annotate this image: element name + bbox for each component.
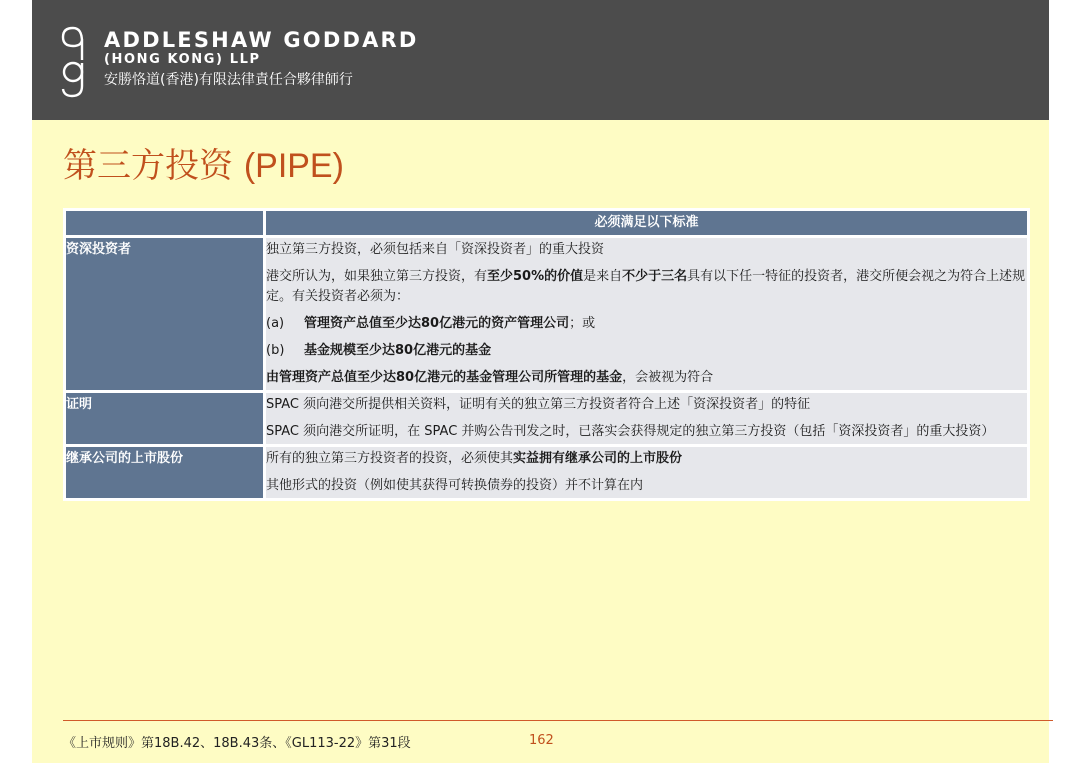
firm-subtitle: (HONG KONG) LLP	[104, 52, 261, 67]
list-text	[304, 341, 491, 361]
ag-logo-icon	[58, 22, 92, 98]
criteria-table	[63, 208, 1030, 501]
footer-divider	[63, 720, 1053, 721]
row-paragraph	[266, 267, 1027, 307]
text-run: 具有以下任一特征的投资者，港交所便会视之为符合上述规定。有关投资者必须为：	[266, 269, 1026, 304]
table-header-blank	[66, 211, 263, 235]
list-marker: (a)	[266, 316, 285, 331]
list-item	[266, 341, 1027, 361]
footer-reference: 《上市规则》第18B.42、18B.43条、《GL113-22》第31段	[63, 736, 411, 751]
table-row	[66, 238, 1027, 390]
bold-text: 管理资产总值至少达80亿港元的资产管理公司	[304, 316, 570, 331]
row-paragraph: SPAC 须向港交所提供相关资料，证明有关的独立第三方投资者符合上述「资深投资者」的特征	[266, 397, 811, 412]
list-item	[266, 314, 1027, 334]
firm-name: ADDLESHAW GODDARD	[104, 28, 419, 52]
row-paragraph: 独立第三方投资，必须包括来自「资深投资者」的重大投资	[266, 242, 605, 257]
bold-text: 基金规模至少达80亿港元的基金	[304, 343, 492, 358]
bold-text: 由管理资产总值至少达80亿港元的基金管理公司所管理的基金	[266, 370, 623, 385]
title-chinese: 第三方投资	[63, 146, 244, 186]
slide	[32, 0, 1049, 763]
text-run: ；或	[569, 316, 596, 331]
page-number: 162	[529, 733, 554, 748]
list-marker: (b)	[266, 343, 285, 358]
text-run: 港交所认为，如果独立第三方投资，有	[266, 269, 488, 284]
title-latin: (PIPE)	[243, 147, 344, 185]
table-header-title: 必须满足以下标准	[266, 211, 1027, 235]
firm-chinese-name: 安勝恪道(香港)有限法律責任合夥律師行	[104, 72, 353, 88]
bold-text: 实益拥有继承公司的上市股份	[513, 451, 683, 466]
row-content	[266, 238, 1027, 390]
row-paragraph	[266, 368, 1027, 388]
row-content	[266, 393, 1027, 444]
row-label: 继承公司的上市股份	[66, 447, 263, 498]
text-run: 是来自	[583, 269, 623, 284]
bold-text: 不少于三名	[622, 269, 688, 284]
row-paragraph	[266, 449, 1027, 469]
table-row	[66, 393, 1027, 444]
header-bar	[32, 0, 1049, 120]
row-content	[266, 447, 1027, 498]
row-label: 资深投资者	[66, 238, 263, 390]
text-run: ，会被视为符合	[622, 370, 714, 385]
row-paragraph: SPAC 须向港交所证明，在 SPAC 并购公告刊发之时，已落实会获得规定的独立第三方投资（包括「资深投资者」的重大投资）	[266, 424, 995, 439]
table-row	[66, 447, 1027, 498]
table-header-row	[66, 211, 1027, 235]
text-run: 所有的独立第三方投资者的投资，必须使其	[266, 451, 514, 466]
row-label: 证明	[66, 393, 263, 444]
bold-text: 至少50%的价值	[487, 269, 584, 284]
page-title	[63, 138, 344, 187]
list-text	[304, 314, 595, 334]
row-paragraph: 其他形式的投资（例如使其获得可转换债券的投资）并不计算在内	[266, 478, 644, 493]
